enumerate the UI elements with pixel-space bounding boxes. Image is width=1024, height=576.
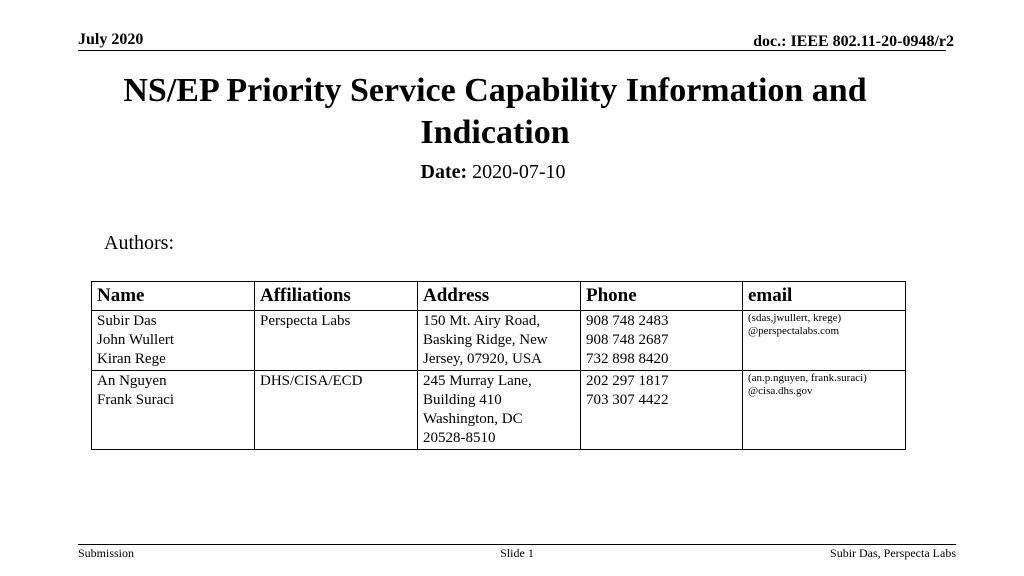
- footer-submission: Submission: [78, 546, 135, 560]
- table-header-row: [92, 282, 906, 311]
- authors-label: Authors:: [104, 232, 174, 254]
- slide-title: [60, 70, 930, 154]
- address-line: 20528-8510: [423, 430, 496, 446]
- author-name: An Nguyen: [97, 373, 167, 389]
- cell-name: [92, 311, 255, 371]
- cell-address: [418, 371, 581, 450]
- phone-number: 908 748 2483: [586, 313, 669, 329]
- date-label: Date:: [420, 161, 468, 183]
- footer-rule: [78, 544, 956, 545]
- authors-table: [91, 281, 906, 450]
- header-doc-id: doc.: IEEE 802.11-20-0948/r2: [753, 33, 954, 50]
- affiliation-text: DHS/CISA/ECD: [260, 373, 363, 389]
- column-header-phone: Phone: [581, 282, 743, 311]
- author-name: Kiran Rege: [97, 351, 166, 367]
- table-row: [92, 371, 906, 450]
- address-line: 245 Murray Lane,: [423, 373, 532, 389]
- author-name: Frank Suraci: [97, 392, 175, 408]
- cell-email: [743, 371, 906, 450]
- email-line: (an.p.nguyen, frank.suraci): [748, 372, 867, 384]
- address-line: Basking Ridge, New: [423, 332, 548, 348]
- table-row: [92, 311, 906, 371]
- cell-name: [92, 371, 255, 450]
- column-header-address: Address: [418, 282, 581, 311]
- cell-affiliation: [255, 311, 418, 371]
- slide-title-line-2: Indication: [420, 114, 570, 151]
- author-name: John Wullert: [97, 332, 175, 348]
- phone-number: 732 898 8420: [586, 351, 669, 367]
- slide-title-line-1: NS/EP Priority Service Capability Information and: [123, 72, 867, 109]
- address-line: Jersey, 07920, USA: [423, 351, 543, 367]
- footer-slide-number: Slide 1: [500, 546, 534, 560]
- cell-affiliation: [255, 371, 418, 450]
- header-rule: [78, 50, 946, 51]
- column-header-name: Name: [92, 282, 255, 311]
- cell-email: [743, 311, 906, 371]
- cell-phone: [581, 311, 743, 371]
- cell-address: [418, 311, 581, 371]
- author-name: Subir Das: [97, 313, 157, 329]
- cell-phone: [581, 371, 743, 450]
- column-header-affiliations: Affiliations: [255, 282, 418, 311]
- address-line: 150 Mt. Airy Road,: [423, 313, 541, 329]
- address-line: Washington, DC: [423, 411, 523, 427]
- phone-number: 703 307 4422: [586, 392, 669, 408]
- footer-author: Subir Das, Perspecta Labs: [830, 546, 956, 560]
- email-line: (sdas,jwullert, krege): [748, 312, 842, 324]
- phone-number: 202 297 1817: [586, 373, 669, 389]
- email-line: @perspectalabs.com: [748, 325, 840, 337]
- address-line: Building 410: [423, 392, 502, 408]
- email-line: @cisa.dhs.gov: [748, 385, 813, 397]
- date-line: [0, 160, 986, 184]
- affiliation-text: Perspecta Labs: [260, 313, 351, 329]
- phone-number: 908 748 2687: [586, 332, 669, 348]
- date-value: 2020-07-10: [472, 161, 566, 183]
- header-date: July 2020: [78, 31, 144, 48]
- column-header-email: email: [743, 282, 906, 311]
